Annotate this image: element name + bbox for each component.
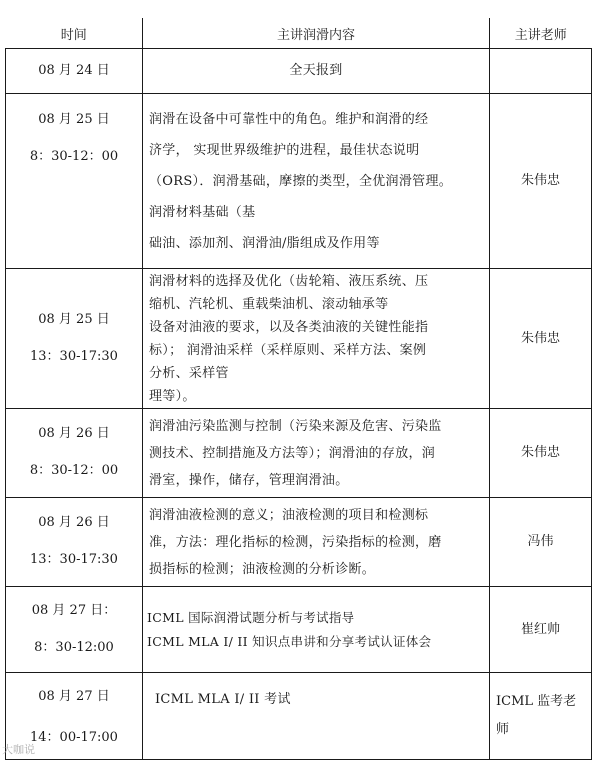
teacher-cell [490, 94, 592, 269]
content-line: ICML MLA I/ II 知识点串讲和分享考试认证体会 [147, 633, 432, 649]
header-teacher: 主讲老师 [490, 18, 592, 49]
content-line: 缩机、汽轮机、重载柴油机、滚动轴承等 [149, 296, 389, 312]
table-row [6, 498, 592, 587]
content-line: ICML MLA I/ II 考试 [155, 692, 291, 707]
teacher-name: 朱伟忠 [520, 445, 560, 460]
time-cell [6, 498, 143, 587]
time-text: 13：30-17:30 [30, 552, 118, 567]
content-cell [143, 673, 490, 760]
table-row [6, 673, 592, 760]
teacher-name: 崔红帅 [520, 621, 560, 637]
content-line: 润滑油污染监测与控制（污染来源及危害、污染监 [149, 418, 442, 434]
content-line: 滑室，操作，储存，管理润滑油。 [149, 472, 349, 488]
content-line: （ORS）．润滑基础，摩擦的类型，全优润滑管理。 [149, 173, 453, 189]
content-line: 润滑油液检测的意义；油液检测的项目和检测标 [149, 507, 429, 523]
schedule-table [5, 18, 592, 760]
content-line: 全天报到 [289, 63, 343, 78]
table-row [6, 587, 592, 673]
date-text: 08 月 25 日 [38, 112, 110, 127]
date-text: 08 月 26 日 [38, 515, 110, 531]
teacher-name: 师 [496, 722, 510, 737]
time-cell [6, 49, 143, 94]
date-text: 08 月 25 日 [38, 311, 110, 327]
time-cell [6, 94, 143, 269]
content-cell [143, 94, 490, 269]
teacher-cell [490, 673, 592, 760]
content-line: 分析、采样管 [149, 365, 229, 381]
content-cell [143, 409, 490, 498]
content-cell [143, 49, 490, 94]
teacher-cell [490, 409, 592, 498]
time-cell [6, 269, 143, 409]
date-text: 08 月 27 日 [38, 689, 110, 704]
table-row [6, 94, 592, 269]
date-text: 08 月 26 日 [38, 426, 110, 442]
table-row [6, 269, 592, 409]
content-line: 润滑材料基础（基 [149, 204, 256, 220]
teacher-name: ICML 监考老 [496, 694, 577, 709]
content-line: 理等）。 [149, 388, 196, 404]
header-time: 时间 [6, 18, 143, 49]
time-text: 13：30-17:30 [30, 348, 118, 364]
content-cell [143, 269, 490, 409]
teacher-cell [490, 269, 592, 409]
content-line: 设备对油液的要求，以及各类油液的关键性能指 [149, 319, 429, 335]
content-line: 润滑材料的选择及优化（齿轮箱、液压系统、压 [149, 273, 429, 289]
watermark-text: 大咖说 [2, 743, 35, 756]
date-text: 08 月 24 日 [38, 62, 110, 78]
time-cell [6, 409, 143, 498]
teacher-name: 朱伟忠 [520, 330, 560, 346]
table-row [6, 409, 592, 498]
content-line: 润滑在设备中可靠性中的角色。维护和润滑的经 [149, 111, 429, 127]
time-text: 14：00-17:00 [30, 729, 118, 745]
teacher-cell [490, 498, 592, 587]
header-content: 主讲润滑内容 [143, 18, 490, 49]
teacher-cell [490, 49, 592, 94]
time-cell [6, 587, 143, 673]
content-line: 标）； 润滑油采样（采样原则、采样方法、案例 [149, 342, 427, 358]
content-cell [143, 498, 490, 587]
content-line: 济学， 实现世界级维护的进程，最佳状态说明 [149, 142, 420, 158]
teacher-cell [490, 587, 592, 673]
teacher-name: 朱伟忠 [520, 173, 560, 188]
content-line: 准，方法：理化指标的检测，污染指标的检测，磨 [149, 534, 442, 550]
table-row [6, 49, 592, 94]
header-row [6, 18, 592, 49]
content-line: 损指标的检测；油液检测的分析诊断。 [149, 561, 376, 577]
content-line: 础油、添加剂、润滑油/脂组成及作用等 [149, 235, 380, 251]
time-text: 8：30-12:00 [34, 639, 114, 655]
time-text: 8：30-12：00 [29, 463, 119, 478]
teacher-name: 冯伟 [527, 534, 554, 549]
content-line: 测技术、控制措施及方法等）；润滑油的存放，润 [149, 445, 436, 461]
time-text: 8：30-12：00 [29, 148, 119, 164]
content-cell [143, 587, 490, 673]
date-text: 08 月 27 日： [31, 602, 117, 618]
content-line: ICML 国际润滑试题分析与考试指导 [147, 609, 355, 625]
